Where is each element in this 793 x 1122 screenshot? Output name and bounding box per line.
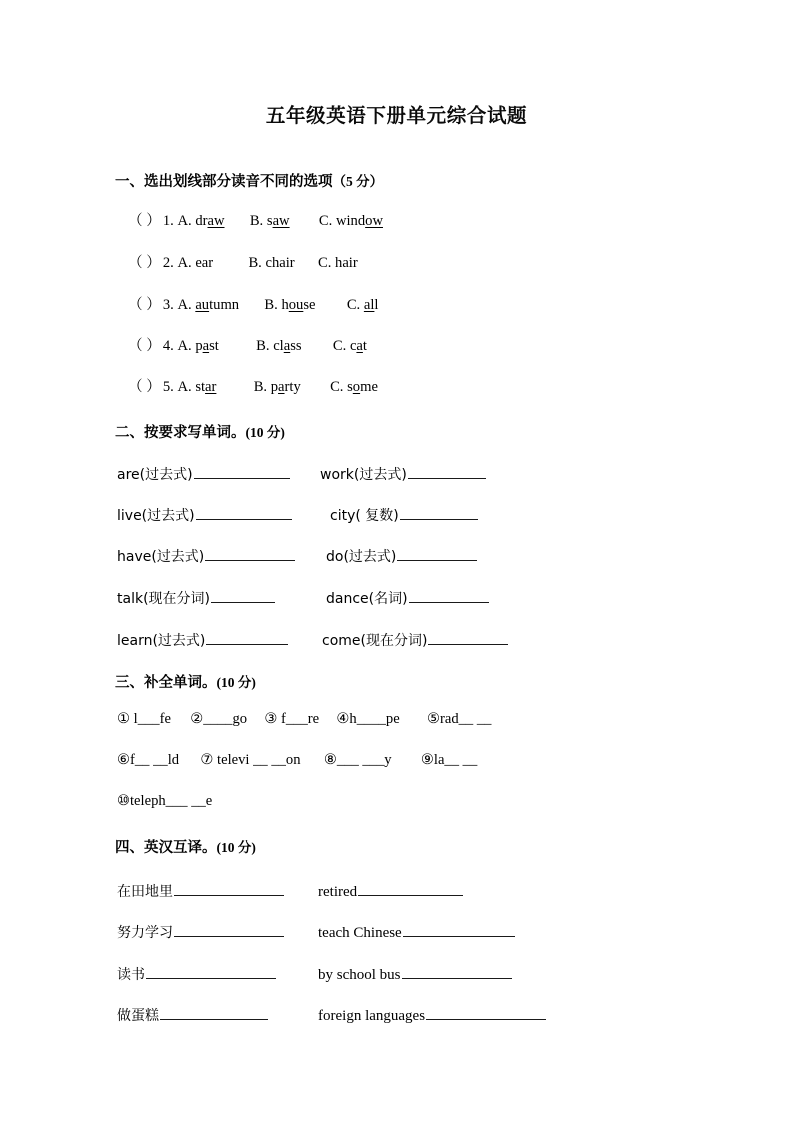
wordform-row-4-left[interactable]: [117, 588, 275, 607]
option-label: A.: [177, 255, 192, 271]
answer-blank[interactable]: [196, 505, 292, 520]
mc-item-4[interactable]: [128, 339, 367, 354]
option-post: se: [303, 297, 316, 313]
section-4-points: (10 分): [216, 840, 256, 855]
complete-word-entry-4[interactable]: [336, 711, 399, 727]
circled-number-icon: ⑦: [200, 752, 214, 768]
complete-word-entry-1[interactable]: [117, 711, 171, 727]
mc-item-1[interactable]: [128, 214, 383, 229]
circled-number-icon: ①: [117, 711, 130, 727]
option-pre: hair: [335, 255, 358, 271]
mc-item-4-option-c[interactable]: [333, 339, 367, 354]
option-underlined: o: [352, 379, 361, 395]
option-label: C.: [332, 338, 347, 354]
section-3-title: 三、补全单词。: [115, 675, 217, 691]
option-post: ss: [290, 338, 302, 354]
option-pre: chair: [265, 255, 295, 271]
mc-item-4-option-a[interactable]: [177, 339, 218, 354]
complete-word-entry-6[interactable]: [117, 752, 179, 768]
wordform-row-2-right[interactable]: [330, 505, 478, 524]
mc-item-5-option-c[interactable]: [330, 380, 378, 395]
mc-item-4-option-b[interactable]: [256, 339, 301, 354]
circled-number-icon: ⑤: [427, 711, 440, 727]
option-post: t: [362, 338, 367, 354]
option-label: A.: [177, 379, 192, 395]
option-label: A.: [177, 213, 192, 229]
translate-prompt: 做蛋糕: [117, 1007, 159, 1024]
option-underlined: a: [278, 379, 285, 395]
wordform-prompt: city( 复数): [330, 507, 399, 524]
option-underlined: ou: [288, 297, 304, 313]
section-2-title: 二、按要求写单词。: [115, 425, 246, 441]
circled-number-icon: ⑥: [117, 752, 130, 768]
answer-bracket-1[interactable]: （ ）: [128, 213, 161, 229]
wordform-row-5-left[interactable]: [117, 630, 288, 649]
option-pre: wind: [335, 213, 366, 229]
translate-prompt: 在田地里: [117, 883, 173, 900]
section-heading-1: [115, 170, 383, 191]
section-heading-3: [115, 671, 256, 692]
option-post: me: [360, 379, 378, 395]
option-label: B.: [253, 379, 268, 395]
translate-prompt: retired: [318, 883, 358, 900]
option-label: B.: [249, 213, 264, 229]
entry-text[interactable]: h____pe: [349, 711, 400, 727]
section-1-title: 一、选出划线部分读音不同的选项: [115, 174, 333, 190]
answer-blank[interactable]: [174, 922, 284, 937]
circled-number-icon: ⑧: [323, 752, 337, 768]
option-underlined: a: [283, 338, 291, 354]
page-title: 五年级英语下册单元综合试题: [265, 104, 528, 127]
mc-item-1-option-a[interactable]: [177, 214, 224, 229]
mc-item-3-number: 3.: [162, 297, 174, 313]
answer-blank[interactable]: [194, 464, 290, 479]
answer-bracket-5[interactable]: （ ）: [128, 379, 161, 395]
answer-blank[interactable]: [146, 964, 276, 979]
entry-text[interactable]: l___fe: [133, 711, 171, 727]
option-underlined: a: [202, 338, 210, 354]
entry-text[interactable]: f__ __ld: [130, 752, 180, 768]
option-label: C.: [330, 379, 344, 395]
section-4-title: 四、英汉互译。: [115, 840, 217, 856]
answer-blank[interactable]: [205, 546, 295, 561]
answer-blank[interactable]: [160, 1005, 268, 1020]
answer-blank[interactable]: [403, 922, 515, 937]
complete-word-entry-8[interactable]: [324, 752, 392, 768]
option-label: B.: [256, 338, 270, 354]
complete-word-entry-3[interactable]: [264, 711, 319, 727]
answer-blank[interactable]: [426, 1005, 546, 1020]
option-label: B.: [264, 297, 278, 313]
mc-item-2-option-b[interactable]: [248, 256, 294, 271]
option-underlined: a: [356, 338, 363, 354]
translate-row-2-right[interactable]: [318, 922, 515, 941]
option-underlined: ar: [205, 379, 217, 395]
translate-row-1-left[interactable]: [117, 881, 284, 900]
answer-blank[interactable]: [358, 881, 463, 896]
option-pre: st: [195, 379, 206, 395]
entry-text[interactable]: teleph___ __e: [130, 793, 213, 809]
mc-item-2-number: 2.: [162, 255, 174, 271]
option-underlined: aw: [272, 213, 290, 229]
wordform-prompt: are(过去式): [117, 466, 193, 483]
option-label: B.: [248, 255, 262, 271]
section-1-points: （5 分）: [332, 174, 384, 189]
wordform-row-1-right[interactable]: [320, 464, 486, 483]
wordform-prompt: have(过去式): [117, 548, 205, 565]
translate-row-1-right[interactable]: [318, 881, 463, 900]
mc-item-2-option-a[interactable]: [177, 256, 213, 271]
option-pre: p: [195, 338, 203, 354]
option-post: rty: [284, 379, 301, 395]
section-heading-4: [115, 836, 256, 857]
wordform-row-1-left[interactable]: [117, 464, 290, 483]
answer-blank[interactable]: [428, 630, 508, 645]
option-underlined: aw: [207, 213, 225, 229]
wordform-prompt: come(现在分词): [322, 632, 428, 649]
option-pre: s: [266, 213, 273, 229]
mc-item-3-option-c[interactable]: [347, 298, 379, 313]
wordform-row-3-left[interactable]: [117, 546, 295, 565]
option-pre: s: [347, 379, 353, 395]
wordform-prompt: dance(名词): [326, 590, 408, 607]
mc-item-1-number: 1.: [162, 213, 174, 229]
wordform-prompt: do(过去式): [326, 548, 397, 565]
mc-item-5-option-a[interactable]: [177, 380, 216, 395]
entry-text[interactable]: f___re: [281, 711, 320, 727]
mc-item-3[interactable]: [128, 298, 378, 313]
mc-item-3-option-a[interactable]: [177, 298, 239, 313]
option-label: C.: [318, 213, 333, 229]
wordform-prompt: learn(过去式): [117, 632, 206, 649]
mc-item-1-option-b[interactable]: [250, 214, 290, 229]
answer-blank[interactable]: [400, 505, 478, 520]
mc-item-4-number: 4.: [162, 338, 174, 354]
option-label: A.: [177, 297, 192, 313]
answer-blank[interactable]: [397, 546, 477, 561]
section-heading-2: [115, 421, 285, 442]
answer-blank[interactable]: [174, 881, 284, 896]
circled-number-icon: ⑨: [420, 752, 434, 768]
wordform-prompt: talk(现在分词): [117, 590, 210, 607]
option-pre: cl: [273, 338, 284, 354]
answer-blank[interactable]: [409, 588, 489, 603]
option-underlined: au: [195, 297, 210, 313]
entry-text[interactable]: televi __ __on: [217, 752, 301, 768]
option-label: A.: [177, 338, 192, 354]
answer-bracket-2[interactable]: （ ）: [128, 255, 161, 271]
entry-text[interactable]: ___ ___y: [336, 752, 392, 768]
answer-bracket-4[interactable]: （ ）: [128, 338, 161, 354]
translate-prompt: 读书: [117, 966, 145, 983]
circled-number-icon: ③: [264, 711, 278, 727]
wordform-prompt: work(过去式): [320, 466, 407, 483]
entry-text[interactable]: rad__ __: [440, 711, 492, 727]
circled-number-icon: ②: [190, 711, 204, 727]
option-pre: dr: [195, 213, 208, 229]
option-post: tumn: [209, 297, 240, 313]
circled-number-icon: ⑩: [117, 793, 130, 809]
translate-prompt: foreign languages: [318, 1007, 426, 1024]
translate-prompt: teach Chinese: [318, 924, 402, 941]
section-2-points: (10 分): [245, 425, 285, 440]
complete-word-entry-7[interactable]: [200, 752, 300, 768]
mc-item-2[interactable]: [128, 256, 358, 271]
complete-word-line-3[interactable]: [117, 794, 212, 809]
option-pre: h: [281, 297, 289, 313]
wordform-row-5-right[interactable]: [322, 630, 508, 649]
mc-item-5-number: 5.: [162, 379, 174, 395]
complete-word-entry-2[interactable]: [190, 711, 247, 727]
complete-word-entry-10[interactable]: [117, 793, 212, 809]
mc-item-2-option-c[interactable]: [318, 256, 358, 271]
complete-word-entry-5[interactable]: [427, 711, 491, 727]
mc-item-3-option-b[interactable]: [264, 298, 315, 313]
translate-row-3-right[interactable]: [318, 964, 512, 983]
mc-item-5-option-b[interactable]: [254, 380, 301, 395]
option-post: l: [374, 297, 379, 313]
option-label: C.: [317, 255, 332, 271]
complete-word-line-1[interactable]: [117, 712, 491, 727]
translate-prompt: by school bus: [318, 966, 401, 983]
translate-row-4-left[interactable]: [117, 1005, 268, 1024]
circled-number-icon: ④: [336, 711, 350, 727]
entry-text[interactable]: la__ __: [433, 752, 478, 768]
option-underlined: ow: [365, 213, 383, 229]
answer-blank[interactable]: [402, 964, 512, 979]
mc-item-5[interactable]: [128, 380, 378, 395]
answer-blank[interactable]: [211, 588, 275, 603]
complete-word-entry-9[interactable]: [421, 752, 477, 768]
mc-item-1-option-c[interactable]: [319, 214, 383, 229]
option-pre: p: [270, 379, 279, 395]
wordform-prompt: live(过去式): [117, 507, 195, 524]
section-3-points: (10 分): [216, 675, 256, 690]
answer-blank[interactable]: [408, 464, 486, 479]
answer-blank[interactable]: [206, 630, 288, 645]
translate-row-4-right[interactable]: [318, 1005, 546, 1024]
wordform-row-4-right[interactable]: [326, 588, 489, 607]
option-pre: c: [349, 338, 357, 354]
wordform-row-2-left[interactable]: [117, 505, 292, 524]
wordform-row-3-right[interactable]: [326, 546, 477, 565]
translate-row-2-left[interactable]: [117, 922, 284, 941]
option-post: st: [209, 338, 219, 354]
entry-text[interactable]: ____go: [203, 711, 248, 727]
translate-row-3-left[interactable]: [117, 964, 276, 983]
answer-bracket-3[interactable]: （ ）: [128, 297, 161, 313]
translate-prompt: 努力学习: [117, 924, 173, 941]
option-label: C.: [346, 297, 361, 313]
complete-word-line-2[interactable]: [117, 753, 477, 768]
option-pre: ear: [195, 255, 214, 271]
option-underlined: al: [363, 297, 375, 313]
